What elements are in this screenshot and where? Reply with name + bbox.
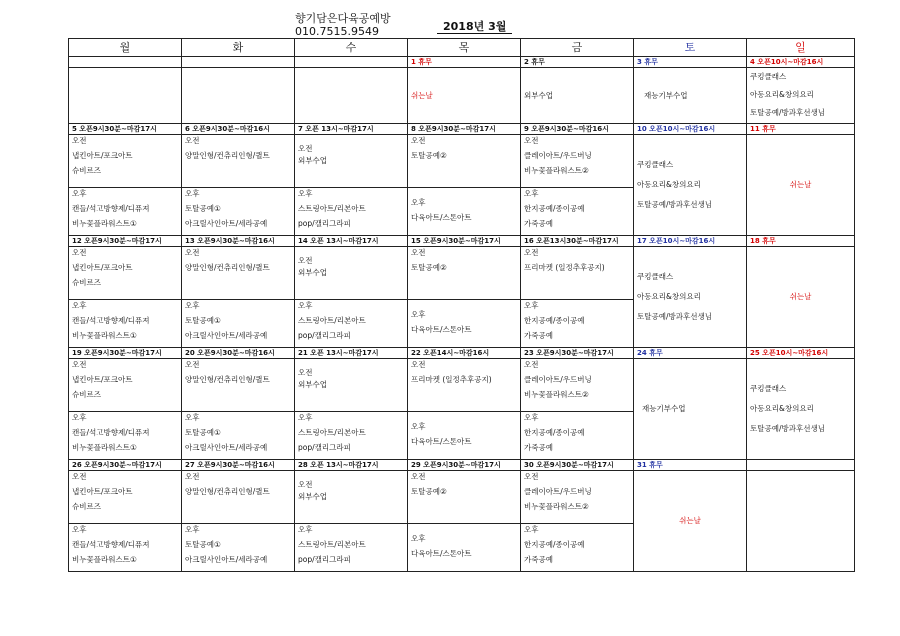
class-label: 토탈공예/방과후선생님 xyxy=(637,312,712,321)
class-label: 프리마켓 (일정추후공지) xyxy=(524,263,605,272)
pm-label: 오후 xyxy=(72,189,87,198)
class-label: 다육아트/스톤아트 xyxy=(411,324,472,334)
empty-cell xyxy=(182,68,295,124)
date-cell: 19 오픈9시30분~마감17시 xyxy=(69,348,182,359)
pm-cell xyxy=(521,300,634,348)
holiday-label: 쉬는날 xyxy=(679,516,701,525)
class-label: 스트링아트/리본아트 xyxy=(298,204,366,213)
class-label: 비누꽃플라워스트② xyxy=(524,166,589,175)
pm-cell xyxy=(408,300,521,348)
date-cell: 27 오픈9시30분~마감16시 xyxy=(182,460,295,471)
am-cell xyxy=(295,247,408,300)
class-label: 클레이아트/우드버닝 xyxy=(524,151,592,160)
pm-cell xyxy=(408,188,521,236)
pm-cell xyxy=(521,188,634,236)
pm-cell xyxy=(182,412,295,460)
class-cell xyxy=(634,247,747,348)
date-row xyxy=(69,460,855,471)
schedule-calendar xyxy=(68,38,855,572)
class-label: 외부수업 xyxy=(298,492,327,501)
pm-label: 오후 xyxy=(411,421,426,431)
date-cell: 22 오픈14시~마감16시 xyxy=(408,348,521,359)
date-cell: 6 오픈9시30분~마감16시 xyxy=(182,124,295,135)
date-cell xyxy=(182,57,295,68)
am-cell xyxy=(182,135,295,188)
date-cell: 7 오픈 13시~마감17시 xyxy=(295,124,408,135)
class-label: 비누꽃플라워스트① xyxy=(72,219,137,228)
am-label: 오전 xyxy=(298,144,313,153)
month-label: 2018년 3월 xyxy=(437,21,512,34)
shop-title: 향기담은다육공예방 xyxy=(295,12,391,25)
class-label: 한지공예/종이공예 xyxy=(524,428,585,437)
class-label: 스트링아트/리본아트 xyxy=(298,428,366,437)
am-cell xyxy=(182,359,295,412)
pm-cell xyxy=(295,188,408,236)
date-row xyxy=(69,124,855,135)
class-label: 클레이아트/우드버닝 xyxy=(524,375,592,384)
pm-label: 오후 xyxy=(524,525,539,534)
class-label: 슈비르즈 xyxy=(72,278,101,287)
class-label: 외부수업 xyxy=(298,268,327,277)
class-label: 냅킨아트/포크아트 xyxy=(72,151,133,160)
class-label: 한지공예/종이공예 xyxy=(524,204,585,213)
class-label: 스트링아트/리본아트 xyxy=(298,540,366,549)
pm-cell xyxy=(69,188,182,236)
class-label: 토탈공예/방과후선생님 xyxy=(750,424,825,433)
class-label: 캔들/석고방향제/디퓨져 xyxy=(72,316,150,325)
pm-cell xyxy=(69,524,182,572)
class-label: 재능기부수업 xyxy=(644,90,688,100)
pm-label: 오후 xyxy=(298,413,313,422)
class-label: 아크릴사인아트/세라공예 xyxy=(185,555,268,564)
am-cell xyxy=(521,247,634,300)
day-header: 목 xyxy=(408,39,521,57)
class-label: 슈비르즈 xyxy=(72,390,101,399)
pm-label: 오후 xyxy=(524,301,539,310)
date-cell xyxy=(295,57,408,68)
class-label: 토탈공예① xyxy=(185,540,221,549)
class-label: 슈비르즈 xyxy=(72,502,101,511)
pm-cell xyxy=(182,188,295,236)
am-label: 오전 xyxy=(72,248,87,257)
class-label: 쿠킹클래스 xyxy=(750,384,787,393)
class-label: 토탈공예① xyxy=(185,428,221,437)
class-cell xyxy=(634,135,747,236)
am-row xyxy=(69,471,855,524)
date-cell: 8 오픈9시30분~마감17시 xyxy=(408,124,521,135)
class-label: 외부수업 xyxy=(298,156,327,165)
am-cell xyxy=(521,471,634,524)
pm-label: 오후 xyxy=(185,189,200,198)
pm-label: 오후 xyxy=(298,189,313,198)
day-header: 금 xyxy=(521,39,634,57)
date-cell xyxy=(747,460,855,471)
day-header: 월 xyxy=(69,39,182,57)
class-label: 쿠킹클래스 xyxy=(637,272,674,281)
am-cell xyxy=(408,135,521,188)
am-cell xyxy=(69,359,182,412)
am-cell xyxy=(69,135,182,188)
class-label: 아크릴사인아트/세라공예 xyxy=(185,443,268,452)
pm-cell xyxy=(182,524,295,572)
day-header-sat: 토 xyxy=(634,39,747,57)
class-label: 비누꽃플라워스트① xyxy=(72,443,137,452)
class-label: 아크릴사인아트/세라공예 xyxy=(185,219,268,228)
am-label: 오전 xyxy=(524,248,539,257)
class-label: 프리마켓 (일정추후공지) xyxy=(411,375,492,384)
pm-label: 오후 xyxy=(298,301,313,310)
class-label: 다육아트/스톤아트 xyxy=(411,212,472,222)
date-row xyxy=(69,348,855,359)
class-label: 냅킨아트/포크아트 xyxy=(72,375,133,384)
am-label: 오전 xyxy=(185,136,200,145)
pm-label: 오후 xyxy=(185,301,200,310)
pm-cell xyxy=(408,524,521,572)
am-label: 오전 xyxy=(524,136,539,145)
class-label: 슈비르즈 xyxy=(72,166,101,175)
class-label: pop/캘리그라피 xyxy=(298,331,351,340)
class-label: 한지공예/종이공예 xyxy=(524,316,585,325)
day-header: 수 xyxy=(295,39,408,57)
am-label: 오전 xyxy=(185,360,200,369)
pm-cell xyxy=(69,300,182,348)
date-cell: 15 오픈9시30분~마감17시 xyxy=(408,236,521,247)
class-cell xyxy=(521,68,634,124)
am-cell xyxy=(295,359,408,412)
day-header: 화 xyxy=(182,39,295,57)
empty-cell xyxy=(69,68,182,124)
pm-cell xyxy=(521,524,634,572)
class-label: 비누꽃플라워스트① xyxy=(72,331,137,340)
date-cell: 5 오픈9시30분~마감17시 xyxy=(69,124,182,135)
date-cell: 14 오픈 13시~마감17시 xyxy=(295,236,408,247)
am-cell xyxy=(408,247,521,300)
am-row xyxy=(69,359,855,412)
class-label: 캔들/석고방향제/디퓨져 xyxy=(72,428,150,437)
class-label: 비누꽃플라워스트① xyxy=(72,555,137,564)
am-label: 오전 xyxy=(524,472,539,481)
class-label: 냅킨아트/포크아트 xyxy=(72,263,133,272)
class-label: 토탈공예② xyxy=(411,487,447,496)
class-label: 비누꽃플라워스트② xyxy=(524,390,589,399)
pm-label: 오후 xyxy=(185,525,200,534)
class-label: 재능기부수업 xyxy=(642,404,686,413)
am-row xyxy=(69,135,855,188)
pm-label: 오후 xyxy=(411,197,426,207)
class-label: 토탈공예② xyxy=(411,151,447,160)
empty-cell xyxy=(295,68,408,124)
date-cell: 18 휴무 xyxy=(747,236,855,247)
class-label: 캔들/석고방향제/디퓨져 xyxy=(72,540,150,549)
date-cell: 1 휴무 xyxy=(408,57,521,68)
date-cell: 23 오픈9시30분~마감17시 xyxy=(521,348,634,359)
holiday-cell xyxy=(408,68,521,124)
am-label: 오전 xyxy=(411,360,426,369)
pm-label: 오후 xyxy=(524,413,539,422)
am-label: 오전 xyxy=(411,248,426,257)
am-cell xyxy=(521,359,634,412)
pm-cell xyxy=(295,412,408,460)
date-cell: 29 오픈9시30분~마감17시 xyxy=(408,460,521,471)
class-cell xyxy=(634,359,747,460)
am-label: 오전 xyxy=(298,368,313,377)
class-label: 아동요리&창의요리 xyxy=(750,404,814,413)
holiday-cell xyxy=(747,135,855,236)
pm-label: 오후 xyxy=(298,525,313,534)
date-cell: 21 오픈 13시~마감17시 xyxy=(295,348,408,359)
class-label: 아크릴사인아트/세라공예 xyxy=(185,331,268,340)
am-label: 오전 xyxy=(72,360,87,369)
am-cell xyxy=(69,471,182,524)
am-label: 오전 xyxy=(298,480,313,489)
class-label: 양말인형/컨츄리인형/퀼트 xyxy=(185,375,270,384)
date-cell: 4 오픈10시~마감16시 xyxy=(747,57,855,68)
class-label: 양말인형/컨츄리인형/퀼트 xyxy=(185,263,270,272)
holiday-label: 쉬는날 xyxy=(789,180,812,189)
date-cell: 10 오픈10시~마감16시 xyxy=(634,124,747,135)
date-cell: 16 오픈13시30분~마감17시 xyxy=(521,236,634,247)
date-cell: 9 오픈9시30분~마감16시 xyxy=(521,124,634,135)
shop-name xyxy=(295,12,391,38)
am-cell xyxy=(295,471,408,524)
class-label: 클레이아트/우드버닝 xyxy=(524,487,592,496)
am-cell xyxy=(182,247,295,300)
am-label: 오전 xyxy=(185,472,200,481)
pm-cell xyxy=(521,412,634,460)
am-label: 오전 xyxy=(72,136,87,145)
class-label: 가죽공예 xyxy=(524,443,553,452)
pm-cell xyxy=(295,300,408,348)
class-label: 양말인형/컨츄리인형/퀼트 xyxy=(185,487,270,496)
class-label: 쿠킹클래스 xyxy=(750,72,787,81)
class-cell xyxy=(747,68,855,124)
content-row xyxy=(69,68,855,124)
pm-cell xyxy=(69,412,182,460)
am-cell xyxy=(408,359,521,412)
class-label: 토탈공예① xyxy=(185,204,221,213)
date-cell: 17 오픈10시~마감16시 xyxy=(634,236,747,247)
weekday-header-row xyxy=(69,39,855,57)
date-cell: 26 오픈9시30분~마감17시 xyxy=(69,460,182,471)
class-label: pop/캘리그라피 xyxy=(298,219,351,228)
class-label: 캔들/석고방향제/디퓨져 xyxy=(72,204,150,213)
am-label: 오전 xyxy=(411,472,426,481)
pm-label: 오후 xyxy=(411,533,426,543)
shop-phone: 010.7515.9549 xyxy=(295,25,379,38)
class-label: 한지공예/종이공예 xyxy=(524,540,585,549)
date-cell xyxy=(69,57,182,68)
date-cell: 25 오픈10시~마감16시 xyxy=(747,348,855,359)
holiday-label: 쉬는날 xyxy=(411,90,433,100)
class-label: 가죽공예 xyxy=(524,219,553,228)
holiday-label: 쉬는날 xyxy=(789,292,812,301)
class-label: 쿠킹클래스 xyxy=(637,160,674,169)
class-label: 양말인형/컨츄리인형/퀼트 xyxy=(185,151,270,160)
am-label: 오전 xyxy=(298,256,313,265)
class-label: 비누꽃플라워스트② xyxy=(524,502,589,511)
empty-cell xyxy=(747,471,855,572)
class-label: 외부수업 xyxy=(298,380,327,389)
class-label: 다육아트/스톤아트 xyxy=(411,436,472,446)
pm-cell xyxy=(295,524,408,572)
pm-label: 오후 xyxy=(72,525,87,534)
pm-label: 오후 xyxy=(72,301,87,310)
date-cell: 13 오픈9시30분~마감16시 xyxy=(182,236,295,247)
pm-cell xyxy=(182,300,295,348)
am-cell xyxy=(521,135,634,188)
class-label: 냅킨아트/포크아트 xyxy=(72,487,133,496)
class-label: 스트링아트/리본아트 xyxy=(298,316,366,325)
am-cell xyxy=(69,247,182,300)
class-label: 토탈공예② xyxy=(411,263,447,272)
class-label: 가죽공예 xyxy=(524,555,553,564)
date-cell: 31 휴무 xyxy=(634,460,747,471)
am-row xyxy=(69,247,855,300)
class-label: 다육아트/스톤아트 xyxy=(411,548,472,558)
date-cell: 20 오픈9시30분~마감16시 xyxy=(182,348,295,359)
class-label: 아동요리&창의요리 xyxy=(750,90,814,99)
class-label: 아동요리&창의요리 xyxy=(637,180,701,189)
pm-label: 오후 xyxy=(185,413,200,422)
am-cell xyxy=(408,471,521,524)
class-label: 토탈공예/방과후선생님 xyxy=(750,108,825,117)
date-cell: 2 휴무 xyxy=(521,57,634,68)
date-cell: 11 휴무 xyxy=(747,124,855,135)
class-label: 토탈공예① xyxy=(185,316,221,325)
date-row xyxy=(69,57,855,68)
date-cell: 3 휴무 xyxy=(634,57,747,68)
am-label: 오전 xyxy=(411,136,426,145)
holiday-cell xyxy=(747,247,855,348)
pm-label: 오후 xyxy=(524,189,539,198)
am-cell xyxy=(182,471,295,524)
day-header-sun: 일 xyxy=(747,39,855,57)
date-cell: 30 오픈9시30분~마감17시 xyxy=(521,460,634,471)
date-cell: 24 휴무 xyxy=(634,348,747,359)
class-label: 가죽공예 xyxy=(524,331,553,340)
class-cell xyxy=(747,359,855,460)
pm-cell xyxy=(408,412,521,460)
class-label: pop/캘리그라피 xyxy=(298,555,351,564)
holiday-cell xyxy=(634,471,747,572)
pm-label: 오후 xyxy=(72,413,87,422)
class-label: 토탈공예/방과후선생님 xyxy=(637,200,712,209)
class-label: pop/캘리그라피 xyxy=(298,443,351,452)
date-row xyxy=(69,236,855,247)
am-label: 오전 xyxy=(524,360,539,369)
am-label: 오전 xyxy=(185,248,200,257)
am-label: 오전 xyxy=(72,472,87,481)
class-label: 외부수업 xyxy=(524,90,553,100)
date-cell: 28 오픈 13시~마감17시 xyxy=(295,460,408,471)
date-cell: 12 오픈9시30분~마감17시 xyxy=(69,236,182,247)
pm-label: 오후 xyxy=(411,309,426,319)
class-cell xyxy=(634,68,747,124)
class-label: 아동요리&창의요리 xyxy=(637,292,701,301)
am-cell xyxy=(295,135,408,188)
